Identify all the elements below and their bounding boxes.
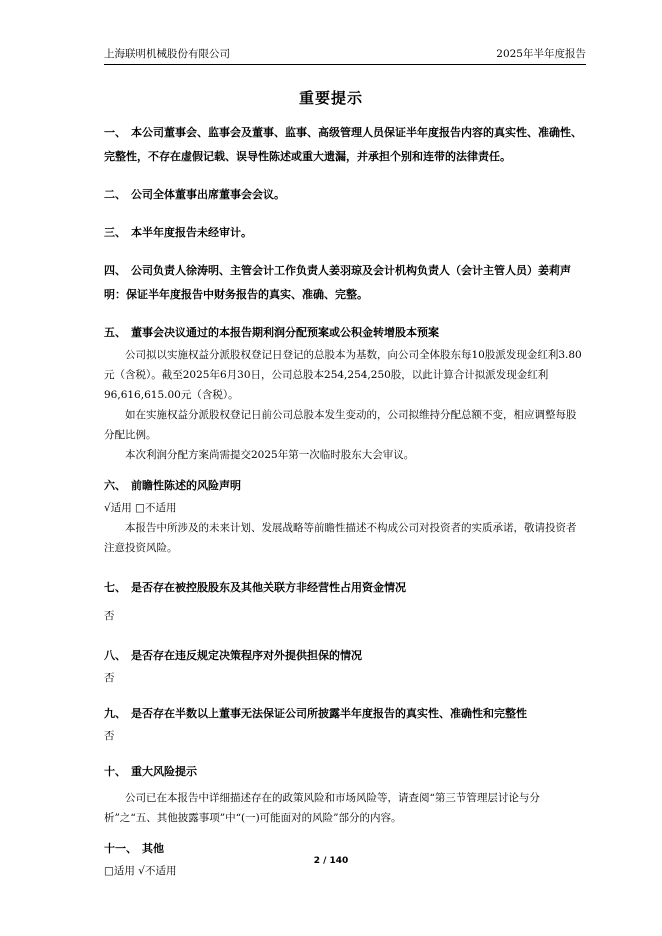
section-number: 四、 (104, 264, 126, 277)
section-number: 十一、 (104, 842, 137, 855)
section-8-answer: 否 (104, 672, 115, 684)
section-number: 九、 (104, 707, 126, 720)
section-5-heading (104, 321, 586, 345)
section-5-paragraph-1: 公司拟以实施权益分派股权登记日登记的总股本为基数，向公司全体股东每10股派发现金红利3.80元（含税）。截至2025年6月30日，公司总股本254,254,250股，以此计算合计拟派发现金红利96,616,615.00元（含税）。 (104, 349, 582, 401)
section-number: 二、 (104, 188, 126, 201)
section-4-heading (104, 259, 586, 307)
applicability-marker: □适用 √不适用 (104, 865, 177, 877)
section-6-heading (104, 474, 586, 498)
section-3-heading (104, 221, 586, 245)
page-header (104, 47, 586, 65)
section-10-heading (104, 760, 586, 784)
content (104, 121, 586, 881)
section-10-paragraph: 公司已在本报告中详细描述存在的政策风险和市场风险等，请查阅“第三节管理层讨论与分析”之“五、其他披露事项”中“(一)可能面对的风险”部分的内容。 (104, 792, 540, 824)
section-9-heading (104, 702, 586, 726)
section-text: 是否存在违反规定决策程序对外提供担保的情况 (131, 649, 362, 662)
section-1-heading (104, 121, 586, 169)
section-text: 董事会决议通过的本报告期利润分配预案或公积金转增股本预案 (131, 326, 439, 339)
section-number: 七、 (104, 581, 126, 594)
section-2-heading (104, 183, 586, 207)
section-7-heading (104, 576, 586, 600)
section-text: 本半年度报告未经审计。 (131, 226, 252, 239)
section-number: 八、 (104, 649, 126, 662)
section-6-paragraph: 本报告中所涉及的未来计划、发展战略等前瞻性描述不构成公司对投资者的实质承诺，敬请投资者注意投资风险。 (104, 522, 577, 554)
section-text: 其他 (142, 842, 164, 855)
section-text: 是否存在半数以上董事无法保证公司所披露半年度报告的真实性、准确性和完整性 (131, 707, 527, 720)
section-number: 一、 (104, 126, 126, 139)
company-name: 上海联明机械股份有限公司 (104, 48, 230, 60)
section-text: 公司全体董事出席董事会会议。 (131, 188, 285, 201)
page-number: 2 / 140 (313, 856, 349, 866)
report-name: 2025年半年度报告 (496, 48, 586, 60)
page-title: 重要提示 (298, 89, 363, 107)
section-text: 本公司董事会、监事会及董事、监事、高级管理人员保证半年度报告内容的真实性、准确性、完整性，不存在虚假记载、误导性陈述或重大遗漏，并承担个别和连带的法律责任。 (104, 126, 582, 163)
section-text: 重大风险提示 (131, 765, 197, 778)
section-number: 三、 (104, 226, 126, 239)
section-number: 六、 (104, 479, 126, 492)
applicability-marker: √适用 □不适用 (104, 502, 177, 514)
section-text: 是否存在被控股股东及其他关联方非经营性占用资金情况 (131, 581, 406, 594)
section-9-answer: 否 (104, 730, 115, 742)
section-number: 五、 (104, 326, 126, 339)
section-8-heading (104, 644, 586, 668)
section-number: 十、 (104, 765, 126, 778)
section-text: 前瞻性陈述的风险声明 (131, 479, 241, 492)
section-5-paragraph-2: 如在实施权益分派股权登记日前公司总股本发生变动的，公司拟维持分配总额不变，相应调整每股分配比例。 (104, 409, 577, 441)
section-7-answer: 否 (104, 610, 115, 622)
section-5-paragraph-3: 本次利润分配方案尚需提交2025年第一次临时股东大会审议。 (125, 449, 415, 461)
section-text: 公司负责人徐涛明、主管会计工作负责人姜羽琼及会计机构负责人（会计主管人员）姜莉声明：保证半年度报告中财务报告的真实、准确、完整。 (104, 264, 571, 301)
